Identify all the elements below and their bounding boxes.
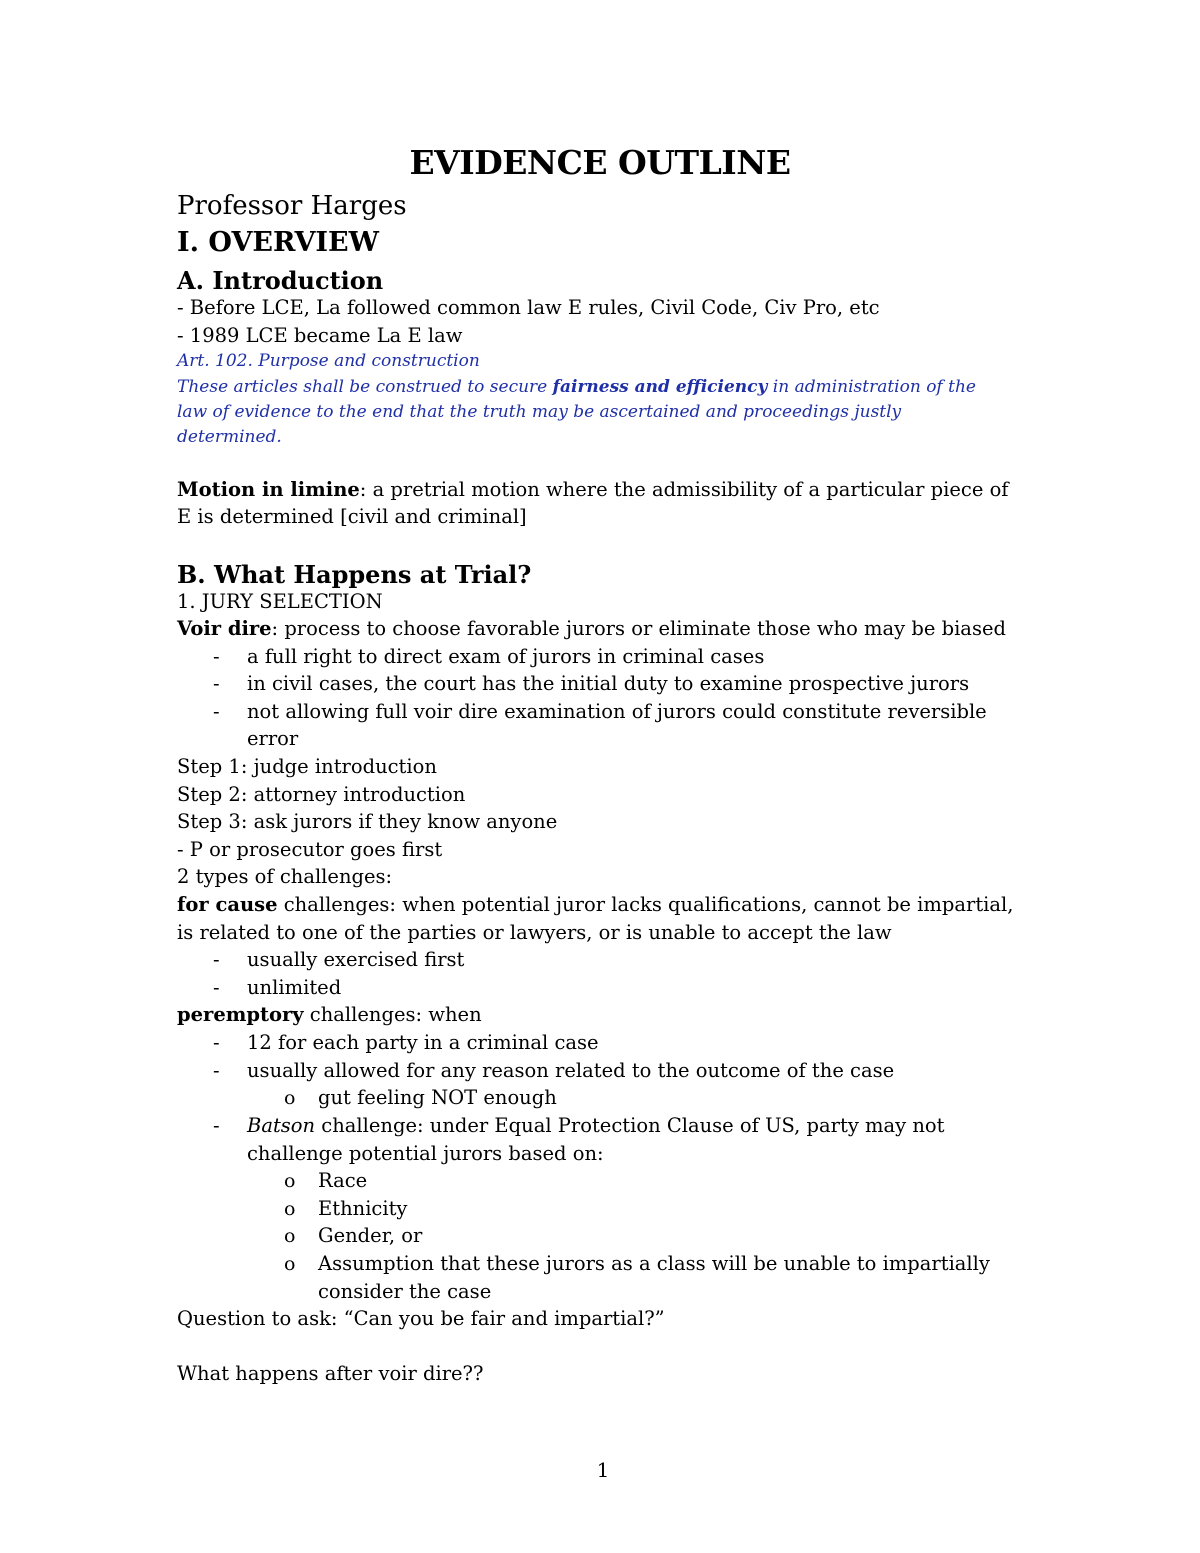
step-2: Step 2: attorney introduction: [177, 783, 466, 806]
batson-term: Batson: [247, 1114, 316, 1137]
prosecutor-first: - P or prosecutor goes first: [177, 838, 443, 861]
dash-bullet: -: [213, 948, 220, 971]
dash-bullet: -: [213, 976, 220, 999]
article-line-1: [177, 375, 976, 401]
circle-bullet: o: [284, 1253, 296, 1275]
dash-bullet: -: [213, 672, 220, 695]
document-page: [177, 0, 1037, 1553]
article-emphasis: fairness and efficiency: [552, 377, 768, 397]
jury-selection-heading: 1. JURY SELECTION: [177, 590, 383, 613]
trial-heading: B. What Happens at Trial?: [177, 560, 532, 589]
intro-line-1: - Before LCE, La followed common law E rules, Civil Code, Civ Pro, etc: [177, 296, 880, 319]
document-title: EVIDENCE OUTLINE: [409, 143, 791, 182]
peremptory-bullet-2: usually allowed for any reason related to the outcome of the case: [247, 1059, 895, 1082]
for-cause-bullet-1: usually exercised first: [247, 948, 465, 971]
batson-line-1: [247, 1112, 945, 1140]
batson-definition: challenge: under Equal Protection Clause of US, party may not: [315, 1114, 945, 1137]
motion-definition: : a pretrial motion where the admissibility of a particular piece of: [359, 478, 1009, 501]
circle-bullet: o: [284, 1170, 296, 1192]
for-cause-bullet-2: unlimited: [247, 976, 342, 999]
step-3: Step 3: ask jurors if they know anyone: [177, 810, 558, 833]
for-cause-term: for cause: [177, 893, 278, 916]
motion-term: Motion in limine: [177, 478, 360, 501]
motion-line-1: [177, 476, 1009, 504]
voir-bullet-3-cont: error: [247, 727, 299, 750]
circle-bullet: o: [284, 1225, 296, 1247]
voir-bullet-2: in civil cases, the court has the initial duty to examine prospective jurors: [247, 672, 970, 695]
page-number: 1: [596, 1458, 610, 1482]
peremptory-line: [177, 1001, 482, 1029]
article-heading: Art. 102. Purpose and construction: [177, 351, 480, 371]
dash-bullet: -: [213, 700, 220, 723]
circle-bullet: o: [284, 1198, 296, 1220]
batson-item-gender: Gender, or: [318, 1224, 423, 1247]
voir-dire-definition: : process to choose favorable jurors or eliminate those who may be biased: [271, 617, 1006, 640]
circle-bullet: o: [284, 1087, 296, 1109]
gut-feeling-item: gut feeling NOT enough: [318, 1086, 557, 1109]
step-1: Step 1: judge introduction: [177, 755, 437, 778]
peremptory-bullet-1: 12 for each party in a criminal case: [247, 1031, 599, 1054]
intro-line-2: - 1989 LCE became La E law: [177, 324, 463, 347]
peremptory-term: peremptory: [177, 1003, 304, 1026]
batson-item-race: Race: [318, 1169, 368, 1192]
voir-bullet-3: not allowing full voir dire examination of jurors could constitute reversible: [247, 700, 987, 723]
for-cause-definition: challenges: when potential juror lacks qualifications, cannot be impartial,: [277, 893, 1014, 916]
dash-bullet: -: [213, 645, 220, 668]
article-line-1-pre: These articles shall be construed to secure: [177, 377, 553, 397]
batson-item-assumption: Assumption that these jurors as a class will be unable to impartially: [318, 1252, 990, 1275]
question-to-ask: Question to ask: “Can you be fair and impartial?”: [177, 1307, 665, 1330]
motion-line-2: E is determined [civil and criminal]: [177, 505, 527, 528]
dash-bullet: -: [213, 1114, 220, 1137]
for-cause-line-1: [177, 891, 1013, 919]
after-voir-dire: What happens after voir dire??: [177, 1362, 484, 1385]
article-line-1-post: in administration of the: [767, 377, 976, 397]
dash-bullet: -: [213, 1059, 220, 1082]
voir-dire-term: Voir dire: [177, 617, 272, 640]
batson-line-2: challenge potential jurors based on:: [247, 1142, 604, 1165]
section-overview-heading: I. OVERVIEW: [177, 227, 379, 258]
professor-name: Professor Harges: [177, 191, 407, 221]
challenge-types: 2 types of challenges:: [177, 865, 393, 888]
article-line-3: determined.: [177, 427, 282, 447]
article-line-2: law of evidence to the end that the truth may be ascertained and proceedings justly: [177, 402, 902, 422]
batson-item-assumption-cont: consider the case: [318, 1280, 492, 1303]
voir-bullet-1: a full right to direct exam of jurors in criminal cases: [247, 645, 765, 668]
voir-dire-line: [177, 615, 1006, 643]
batson-item-ethnicity: Ethnicity: [318, 1197, 408, 1220]
peremptory-definition: challenges: when: [303, 1003, 482, 1026]
for-cause-line-2: is related to one of the parties or lawyers, or is unable to accept the law: [177, 921, 892, 944]
introduction-heading: A. Introduction: [177, 266, 384, 295]
dash-bullet: -: [213, 1031, 220, 1054]
